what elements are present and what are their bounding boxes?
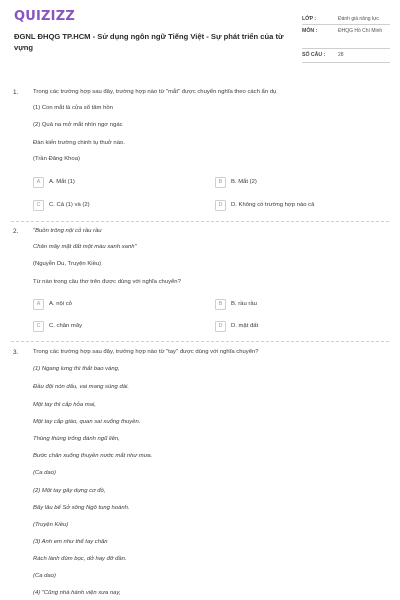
option-letter-box: C [33,200,44,211]
option-text: D. Không có trường hợp nào cả [231,202,315,208]
question-text: Trong các trường hợp sau đây, trường hợp nào từ "mắt" được chuyển nghĩa theo cách ẩn dụ [33,89,277,95]
question-line: (Nguyễn Du, Truyện Kiều) [33,261,102,267]
lop-value: Đánh giá năng lực [338,16,379,22]
worksheet-title: ĐGNL ĐHQG TP.HCM - Sử dụng ngôn ngữ Tiếng Việt - Sự phát triển của từ vựng [14,32,284,52]
option-letter-box: D [215,200,226,211]
lop-label: LỚP : [302,16,317,22]
question-line: (1) Ngang lưng thì thắt bao vàng, [33,366,120,372]
option-letter-box: B [215,177,226,188]
info-box [302,13,390,63]
question-line: Đàn kiến trường chinh tụ thuở nào. [33,140,125,146]
option-text: A. nội cỏ [49,301,72,307]
option-text: B. rầu rầu [231,301,257,307]
option-letter-box: A [33,299,44,310]
question-text: Trong các trường hợp sau đây, trường hợp nào từ "tay" được dùng với nghĩa chuyển? [33,349,259,355]
question-text: "Buồn trông nội cỏ rầu rầu [33,228,102,234]
question-divider [11,341,389,342]
info-row-lop [302,13,390,25]
option-text: B. Mắt (2) [231,179,257,185]
info-row-mon [302,25,390,49]
option-text: C. Cả (1) và (2) [49,202,90,208]
question-line: Bấy lâu bể Sở sông Ngô tung hoành. [33,505,130,511]
question-line: Một tay thì cắp hỏa mai, [33,402,96,408]
option-text: C. chân mây [49,323,83,329]
question-line: Bước chân xuống thuyền nước mắt như mưa. [33,453,153,459]
question-line: Thùng thùng trống đánh ngũ liên, [33,436,120,442]
question-line: Từ nào trong câu thơ trên được dùng với nghĩa chuyển? [33,279,181,285]
question-number: 3. [13,349,19,356]
socau-value: 28 [338,52,344,58]
mon-value: ĐHQG Hồ Chí Minh [338,28,383,34]
question-line: Đầu đội nón dấu, vai mang súng dài. [33,384,129,390]
worksheet-header [0,0,400,78]
question-line: (4) "Cũng nhà hành viện xưa nay, [33,590,121,596]
question-line: (2) Quả na mở mắt nhìn ngơ ngác [33,122,123,128]
question-line: (2) Một tay gây dựng cơ đồ, [33,488,106,494]
option-text: D. mặt đất [231,323,259,329]
quizizz-logo: QUIZIZZ [14,9,75,24]
question-line: (Ca dao) [33,573,56,579]
mon-label: MÔN : [302,28,318,34]
info-row-socau [302,49,390,63]
option-letter-box: A [33,177,44,188]
question-line: (Truyện Kiều) [33,522,69,528]
question-line: Rách lành đùm bọc, dở hay đỡ đần. [33,556,127,562]
option-letter-box: C [33,321,44,332]
question-line: Một tay cắp giáo, quan sai xuống thuyền. [33,419,141,425]
question-number: 1. [13,89,19,96]
question-line: (3) Anh em như thể tay chân [33,539,108,545]
question-number: 2. [13,228,19,235]
option-text: A. Mắt (1) [49,179,75,185]
option-letter-box: B [215,299,226,310]
question-divider [11,221,389,222]
question-line: (1) Con mắt là cửa sổ tâm hồn [33,105,113,111]
question-line: (Ca dao) [33,470,56,476]
question-line: Chân mây mặt đất một màu xanh xanh" [33,244,137,250]
question-line: (Trần Đăng Khoa) [33,156,80,162]
socau-label: SỐ CÂU : [302,52,326,58]
option-letter-box: D [215,321,226,332]
